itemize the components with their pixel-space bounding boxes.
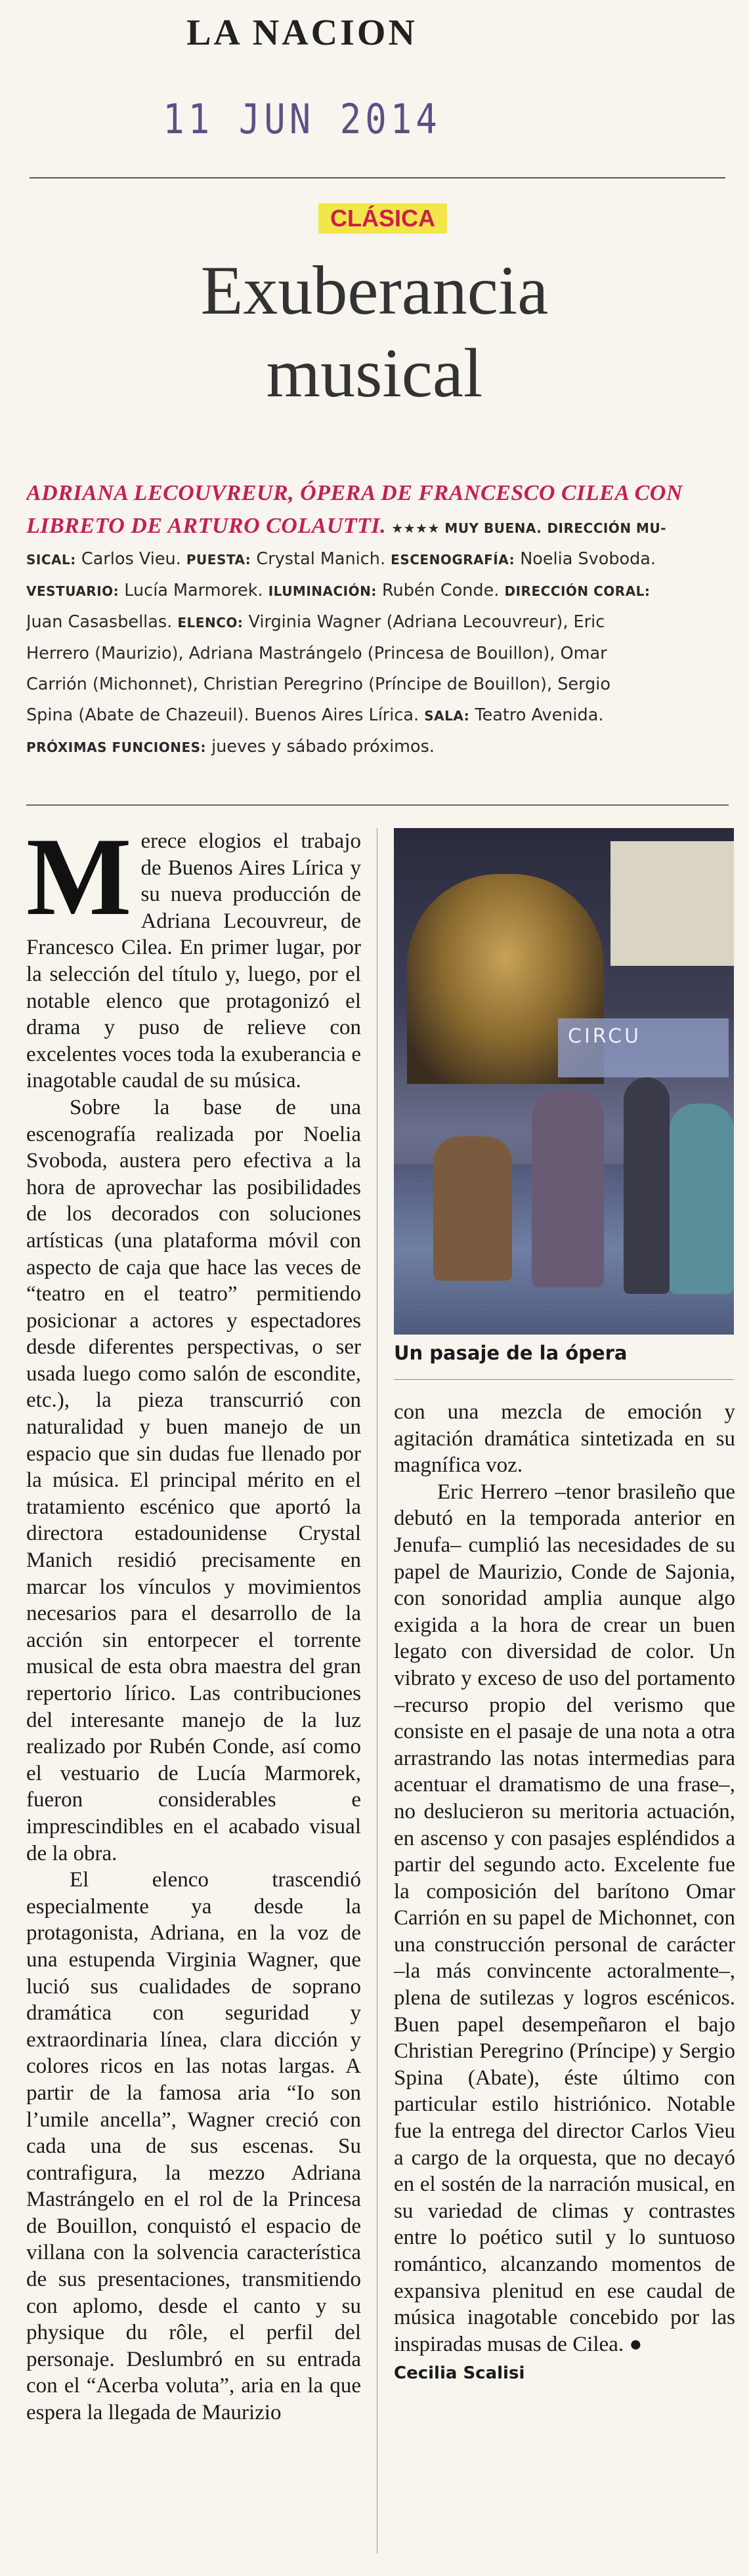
photo-figure — [532, 1091, 604, 1287]
opera-title-cont: LIBRETO DE ARTURO COLAUTTI. — [26, 514, 387, 538]
article-column-right — [394, 1399, 735, 2573]
direction-musical-label-2: SICAL: — [26, 552, 76, 568]
photo-figure — [624, 1077, 670, 1294]
credits-line-8 — [26, 700, 729, 732]
sala: Teatro Avenida. — [475, 705, 604, 725]
photo-figure — [433, 1136, 512, 1281]
paragraph-3: El elenco trascendió especialmente ya desde la protagonista, Adriana, en la voz de una estupenda Virginia Wagner, que lució sus cualidades de soprano dramática con seguridad y extraordinaria línea, clara dicción y colores ricos en las notas largas. A partir de la famosa aria “Io son l’umile ancella”, Wagner creció con cada una de sus escenas. Su contrafigura, la mezzo Adriana Mastrángelo en el rol de la Princesa de Bouillon, conquistó el espacio de villana con la solvencia característica de sus presentaciones, transmitiendo con aplomo, desde el canto y su physique du rôle, el perfil del personaje. Deslumbró en su entrada con el “Acerba voluta”, aria en la que espera la llegada de Maurizio — [26, 1868, 361, 2425]
paragraph-3-continued: con una mezcla de emoción y agitación dramática sintetizada en su magnífica voz. — [394, 1400, 735, 1478]
paragraph-4-text: Eric Herrero –tenor brasileño que debutó en la temporada anterior en Jenufa– cumplió las necesidades de su papel de Maurizio, Conde de Sajonia, con sonoridad amplia aunque algo exigida a la hora de crear un buen legato con diversidad de color. Un vibrato y exceso de uso del portamento –recurso propio del verismo que consiste en el pasaje de una nota a otra arrastrando las notas intermedias para acentuar el dramatismo de una frase–, no deslucieron su meritoria actuación, en ascenso y con pasajes espléndidos a partir del segundo acto. Excelente fue la composición del barítono Omar Carrión en su papel de Michonnet, con una construcción personal de carácter –la más convincente actoralmente–, plena de sutilezas y logros escénicos. Buen papel desempeñaron el bajo Christian Peregrino (Príncipe) y Sergio Spina (Abate), éste último con particular estilo histriónico. Notable fue la entrega del director Carlos Vieu a cargo de la orquesta, que no decayó en el sostén de la narración musical, en su variedad de climas y contrastes entre lo poético sutil y lo suntuoso romántico, alcanzando momentos de expansiva plenitud en ese caudal de música inagotable concebido por las inspiradas musas de Cilea. — [394, 1480, 735, 2356]
photo-caption: Un pasaje de la ópera — [394, 1342, 628, 1364]
credits-line-2 — [26, 510, 729, 544]
proximas-label: PRÓXIMAS FUNCIONES: — [26, 739, 207, 755]
puesta-label: PUESTA: — [186, 552, 251, 568]
section-tag: CLÁSICA — [318, 203, 447, 234]
credits-line-5 — [26, 607, 729, 638]
drop-cap: M — [26, 828, 132, 938]
paragraph-2: Sobre la base de una escenografía realizada por Noelia Svoboda, austera pero efectiva a la hora de aprovechar las posibilidades de los decorados con soluciones artísticas (una plataforma móvil con aspecto de caja que hace las veces de “teatro en el teatro” permitiendo posicionar a actores y espectadores desde diferentes perspectivas, o ser usada luego como salón de escondite, etc.), la pieza transcurrió con naturalidad y buen manejo de un espacio que sin dudas fue llenado por la música. El principal mérito en el tratamiento escénico que aportó la directora estadounidense Crystal Manich residió precisamente en marcar los vínculos y movimientos necesarios para el desarrollo de la acción sin entorpecer el torrente musical de esta obra maestra del gran repertorio lírico. Las contribuciones del interesante manejo de la luz realizado por Rubén Conde, así como el vestuario de Lucía Marmorek, fueron considerables e imprescindibles en el acabado visual de la obra. — [26, 1095, 361, 1865]
iluminacion-label: ILUMINACIÓN: — [268, 583, 377, 599]
article-column-left — [26, 828, 361, 2560]
photo-backdrop-panel — [610, 841, 734, 966]
opera-photo — [394, 828, 734, 1335]
opera-title: ADRIANA LECOUVREUR, ÓPERA DE FRANCESCO CILEA CON — [26, 481, 683, 505]
date-stamp: 11 JUN 2014 — [163, 95, 441, 143]
credits-box — [26, 478, 729, 763]
credits-line-4 — [26, 575, 729, 607]
paragraph-4 — [394, 1479, 735, 2358]
photo-figure — [670, 1104, 734, 1294]
end-mark: ● — [629, 2332, 643, 2356]
headline-line-2: musical — [266, 335, 483, 411]
direccion-coral: Juan Casasbellas. — [26, 612, 173, 632]
masthead: LA NACION — [186, 12, 417, 53]
headline — [0, 249, 749, 415]
paragraph-1-text: erece elogios el trabajo de Buenos Aires Lírica y su nueva producción de Adriana Lecouvreur, de Francesco Cilea. En primer lugar, por la selección del título y, luego, por el notable elenco que protagonizó el drama y puso de relieve con excelentes voces toda la exuberancia e inagotable caudal de su música. — [26, 829, 361, 1093]
top-rule — [30, 177, 725, 178]
puesta: Crystal Manich. — [256, 549, 386, 569]
escenografia: Noelia Svoboda. — [520, 549, 656, 569]
escenografia-label: ESCENOGRAFÍA: — [391, 552, 515, 568]
sala-label: SALA: — [424, 708, 470, 724]
iluminacion: Rubén Conde. — [381, 581, 500, 600]
elenco-3: Carrión (Michonnet), Christian Peregrino (Príncipe de Bouillon), Sergio — [26, 675, 610, 694]
elenco-2: Herrero (Maurizio), Adriana Mastrángelo (Princesa de Bouillon), Omar — [26, 644, 607, 663]
credits-rule — [26, 804, 729, 806]
byline: Cecilia Scalisi — [394, 2363, 525, 2384]
credits-line-1 — [26, 478, 729, 510]
paragraph-1 — [26, 828, 361, 1094]
direction-musical: Carlos Vieu. — [81, 549, 181, 569]
elenco-1: Virginia Wagner (Adriana Lecouvreur), Eric — [248, 612, 605, 632]
proximas: jueves y sábado próximos. — [211, 737, 435, 757]
credits-line-9 — [26, 732, 729, 763]
credits-line-6 — [26, 638, 729, 669]
credits-line-7 — [26, 669, 729, 700]
elenco-4: Spina (Abate de Chazeuil). Buenos Aires Lírica. — [26, 705, 419, 725]
vestuario: Lucía Marmorek. — [124, 581, 263, 600]
caption-rule — [394, 1379, 734, 1380]
elenco-label: ELENCO: — [177, 615, 244, 631]
direccion-coral-label: DIRECCIÓN CORAL: — [504, 583, 651, 599]
direction-musical-label: DIRECCIÓN MU- — [547, 520, 667, 536]
photo-sign-text: CIRCU — [568, 1025, 642, 1048]
credits-line-3 — [26, 544, 729, 575]
rating: ★★★★ MUY BUENA. — [391, 520, 542, 536]
headline-line-1: Exuberancia — [200, 252, 549, 329]
vestuario-label: VESTUARIO: — [26, 583, 119, 599]
